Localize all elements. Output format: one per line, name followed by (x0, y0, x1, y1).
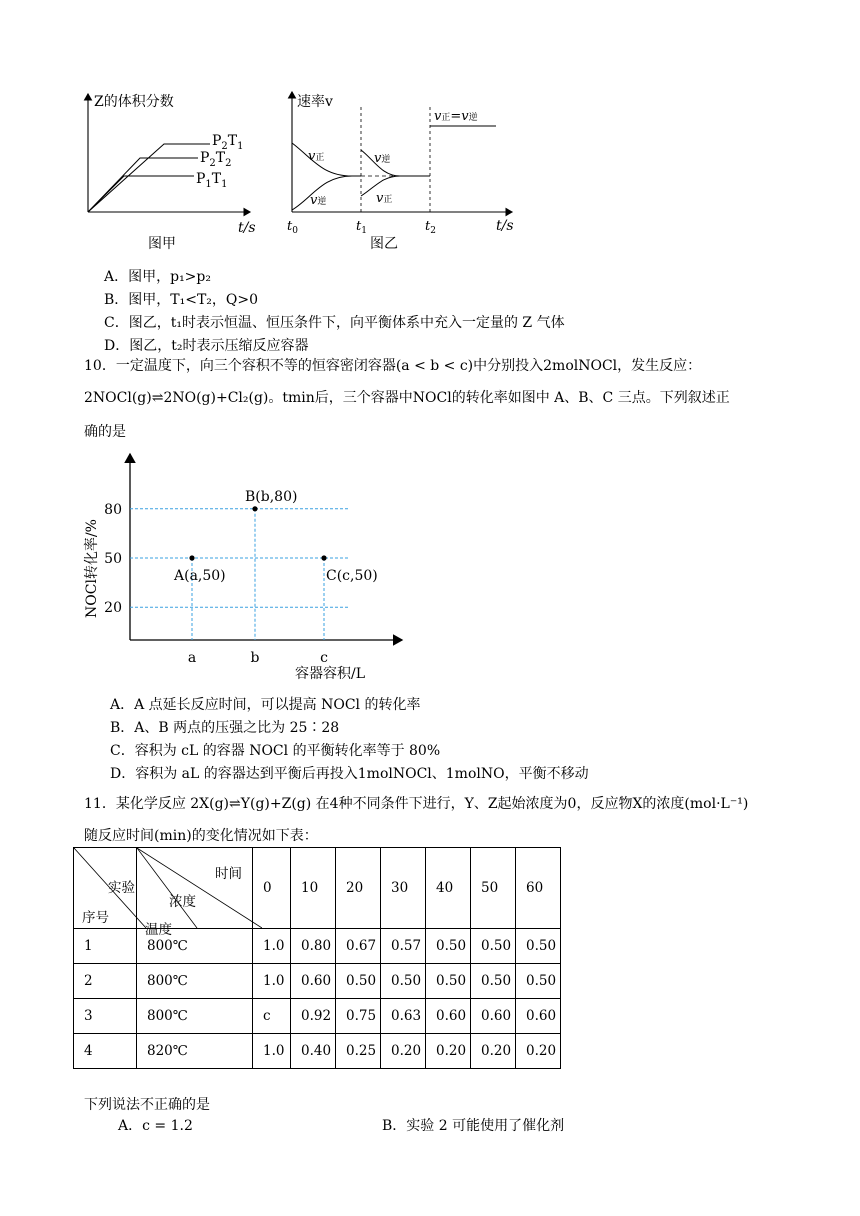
q9-option-b: B．图甲，T₁<T₂，Q>0 (104, 292, 259, 308)
data-point (252, 506, 257, 511)
q10-option-a: A．A 点延长反应时间，可以提高 NOCl 的转化率 (110, 697, 421, 713)
y-tick-label: 80 (104, 501, 122, 518)
row-id: 1 (74, 929, 137, 964)
table-cell: 0.60 (291, 964, 336, 999)
time-header: 10 (291, 848, 336, 929)
diag-line-2 (137, 848, 262, 928)
time-header: 0 (253, 848, 291, 929)
x-tick-label: a (187, 650, 197, 666)
row-id: 3 (74, 999, 137, 1034)
diag1-top: 实验 (108, 880, 135, 896)
time-header: 60 (516, 848, 561, 929)
jia-curve-p2t1 (88, 144, 210, 212)
table-cell: 0.50 (471, 964, 516, 999)
x-tick-label: c (320, 650, 328, 666)
q10-line1: 10．一定温度下，向三个容积不等的恒容密闭容器(a < b < c)中分别投入2molNOCl，发生反应： (84, 358, 702, 374)
yi-vzheng-label-2: v正 (376, 191, 393, 206)
yi-xlabel: t/s (496, 218, 514, 234)
table-cell: 0.67 (336, 929, 381, 964)
yi-t2-label: $t_2$ (425, 219, 436, 236)
q10-chart (80, 450, 420, 690)
q10-line3: 确的是 (84, 424, 126, 440)
jia-label-p2t2: $P_2T_2$ (200, 150, 232, 169)
data-point (189, 555, 194, 560)
table-header-row (74, 848, 561, 929)
table-cell: 0.50 (471, 929, 516, 964)
table-row (74, 999, 561, 1034)
jia-caption: 图甲 (148, 236, 176, 252)
yi-ylabel: 速率v (297, 94, 333, 110)
q10-xlabel: 容器容积/L (295, 666, 366, 682)
jia-curve-p2t2 (88, 158, 198, 212)
yi-t0-label: $t_0$ (287, 219, 298, 236)
jia-label-p1t1: $P_1T_1$ (196, 171, 228, 190)
data-point (321, 555, 326, 560)
yi-vni-label-2: v逆 (374, 151, 391, 166)
yi-caption: 图乙 (370, 236, 398, 252)
table-cell: 0.75 (336, 999, 381, 1034)
row-temp: 800℃ (137, 964, 253, 999)
time-header: 20 (336, 848, 381, 929)
yi-vni-label-1: v逆 (310, 193, 327, 208)
yi-t1-label: $t_1$ (356, 219, 367, 236)
table-cell: 0.50 (381, 964, 426, 999)
q10-ylabel: NOCl转化率/% (84, 519, 100, 618)
table-cell: 0.50 (336, 964, 381, 999)
table-cell: 0.20 (471, 1034, 516, 1069)
table-cell: 0.63 (381, 999, 426, 1034)
q11-option-b: B．实验 2 可能使用了催化剂 (382, 1118, 565, 1134)
table-cell: 0.50 (426, 964, 471, 999)
q10-option-b: B．A、B 两点的压强之比为 25∶28 (110, 720, 340, 736)
jia-label-p2t1: $P_2T_1$ (212, 133, 244, 152)
y-tick-label: 50 (104, 551, 122, 567)
q9-option-a: A．图甲，p₁>p₂ (104, 269, 211, 285)
table-cell: 1.0 (253, 964, 291, 999)
x-tick-label: b (250, 650, 260, 666)
diag2-mid: 浓度 (169, 894, 196, 910)
row-id: 2 (74, 964, 137, 999)
table-cell: 0.20 (426, 1034, 471, 1069)
q11-table (73, 847, 561, 1069)
figure-jia (70, 88, 270, 258)
table-cell: 0.25 (336, 1034, 381, 1069)
row-temp: 820℃ (137, 1034, 253, 1069)
q10-option-c: C．容积为 cL 的容器 NOCl 的平衡转化率等于 80% (110, 743, 441, 759)
q10-line2: 2NOCl(g)⇌2NO(g)+Cl₂(g)。tmin后，三个容器中NOCl的转化率如图中 A、B、C 三点。下列叙述正 (84, 390, 730, 406)
table-cell: 0.92 (291, 999, 336, 1034)
yi-equal-label: v正=v逆 (434, 109, 478, 124)
table-cell: 0.20 (381, 1034, 426, 1069)
table-cell: 0.50 (426, 929, 471, 964)
table-cell: c (253, 999, 291, 1034)
table-cell: 0.60 (471, 999, 516, 1034)
time-header: 50 (471, 848, 516, 929)
y-tick-label: 20 (104, 600, 122, 617)
diag2-top: 时间 (215, 866, 242, 882)
q11-option-a: A．c = 1.2 (118, 1118, 193, 1134)
table-cell: 0.20 (516, 1034, 561, 1069)
table-cell: 1.0 (253, 929, 291, 964)
q11-after-text: 下列说法不正确的是 (84, 1097, 210, 1113)
q10-option-d: D．容积为 aL 的容器达到平衡后再投入1molNOCl、1molNO，平衡不移动 (110, 766, 589, 782)
q9-option-d: D．图乙，t₂时表示压缩反应容器 (104, 338, 309, 354)
table-cell: 0.57 (381, 929, 426, 964)
table-cell: 0.50 (516, 929, 561, 964)
header-diag-cell-2 (137, 848, 253, 938)
jia-xlabel: t/s (238, 220, 256, 236)
table-cell: 0.50 (516, 964, 561, 999)
q11-line1: 11．某化学反应 2X(g)⇌Y(g)+Z(g) 在4种不同条件下进行，Y、Z起始浓度为0，反应物X的浓度(mol·L⁻¹) (84, 796, 749, 812)
table-cell: 0.40 (291, 1034, 336, 1069)
figure-yi (282, 88, 522, 258)
table-row (74, 1034, 561, 1069)
table-row (74, 964, 561, 999)
row-id: 4 (74, 1034, 137, 1069)
q9-option-c: C．图乙，t₁时表示恒温、恒压条件下，向平衡体系中充入一定量的 Z 气体 (104, 315, 565, 331)
table-cell: 0.80 (291, 929, 336, 964)
jia-ylabel: Z的体积分数 (94, 94, 174, 110)
time-header: 40 (426, 848, 471, 929)
header-diag-cell-1 (74, 848, 137, 929)
point-label: B(b,80) (245, 488, 298, 505)
diag2-bottom: 温度 (145, 922, 172, 938)
table-cell: 0.60 (516, 999, 561, 1034)
row-temp: 800℃ (137, 999, 253, 1034)
yi-vzheng-label-1: v正 (308, 149, 325, 164)
point-label: A(a,50) (174, 568, 226, 584)
diag1-bottom: 序号 (82, 910, 109, 926)
jia-curve-p1t1 (88, 176, 194, 212)
time-header: 30 (381, 848, 426, 929)
table-cell: 0.60 (426, 999, 471, 1034)
row-temp: 800℃ (137, 929, 253, 964)
point-label: C(c,50) (326, 568, 378, 584)
q11-line2: 随反应时间(min)的变化情况如下表： (84, 828, 318, 844)
yi-vzheng-curve-1 (292, 143, 361, 176)
table-cell: 1.0 (253, 1034, 291, 1069)
